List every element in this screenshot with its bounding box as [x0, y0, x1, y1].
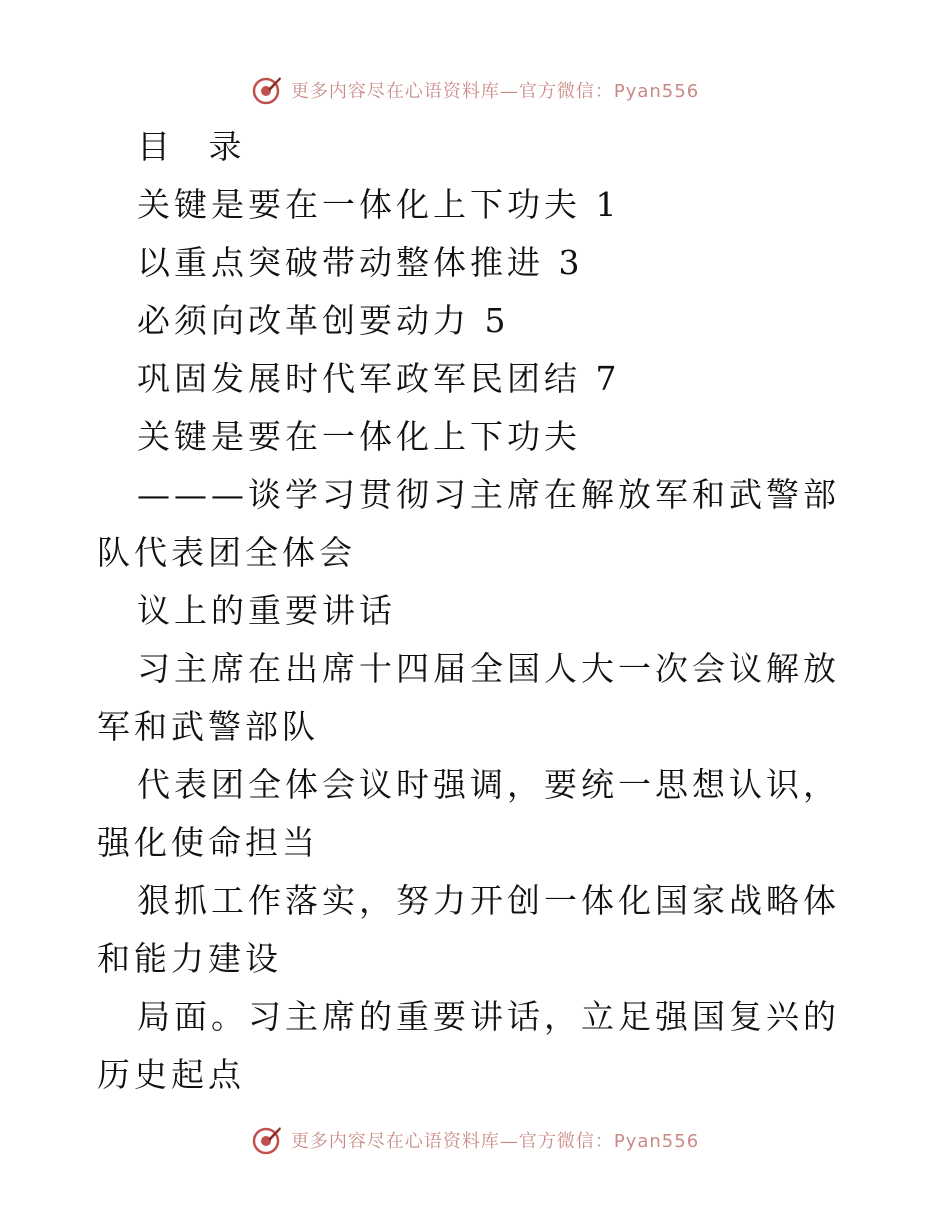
toc-item: 巩固发展时代军政军民团结 7: [137, 359, 621, 398]
article-subtitle: ———谈学习贯彻习主席在解放军和武警部队代表团全体会: [97, 475, 840, 572]
watermark-wechat: Pyan556: [613, 1131, 700, 1152]
footer-watermark: [0, 1120, 950, 1160]
article-paragraph: 习主席在出席十四届全国人大一次会议解放军和武警部队: [97, 649, 840, 746]
document-body: [97, 118, 853, 1104]
quill-seal-icon: [251, 1124, 283, 1156]
toc-item: 以重点突破带动整体推进 3: [137, 243, 584, 282]
watermark-wechat: Pyan556: [613, 81, 700, 102]
watermark-text: 更多内容尽在心语资料库—官方微信：Pyan556: [290, 81, 700, 102]
watermark-text: 更多内容尽在心语资料库—官方微信：Pyan556: [290, 1131, 700, 1152]
article-paragraph: 局面。习主席的重要讲话，立足强国复兴的历史起点: [97, 997, 840, 1094]
article-title: 关键是要在一体化上下功夫: [137, 417, 581, 456]
article-subtitle-cont: 议上的重要讲话: [137, 591, 396, 630]
article-paragraph: 代表团全体会议时强调，要统一思想认识，强化使命担当: [97, 765, 840, 862]
article-paragraph: 狠抓工作落实，努力开创一体化国家战略体和能力建设: [97, 881, 840, 978]
toc-item: 必须向改革创要动力 5: [137, 301, 510, 340]
toc-title: 目 录: [137, 127, 256, 166]
quill-seal-icon: [251, 74, 283, 106]
toc-item: 关键是要在一体化上下功夫 1: [137, 185, 621, 224]
header-watermark: [0, 70, 950, 110]
